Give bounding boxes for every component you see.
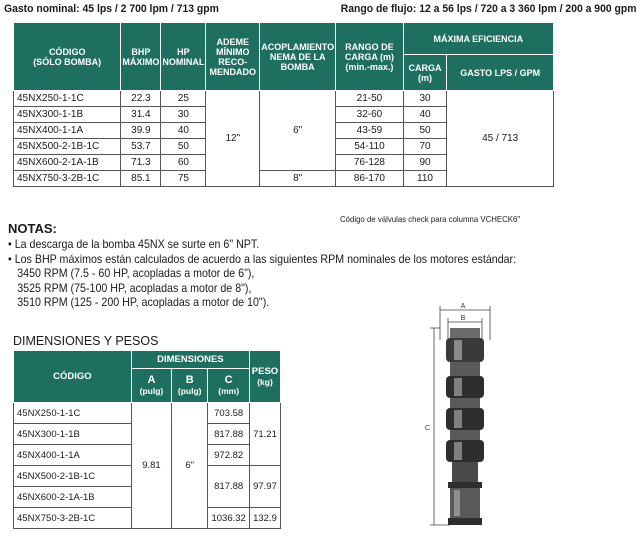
peso-2: 97.97 — [249, 466, 280, 508]
dim-a-value: 9.81 — [131, 403, 171, 529]
acoplamiento-8: 8" — [260, 171, 336, 187]
header-bhp: BHP MÁXIMO — [121, 23, 161, 91]
table-row: 45NX600-2-1A-1B 71.3 60 76-128 90 — [14, 155, 554, 171]
dimensions-table — [13, 350, 281, 529]
table-row: 45NX750-3-2B-1C 85.1 75 8" 86-170 110 — [14, 171, 554, 187]
flow-range: Rango de flujo: 12 a 56 lps / 720 a 3 360 lpm / 200 a 900 gpm — [340, 3, 637, 15]
pump-diagram — [410, 300, 510, 530]
header-rango: RANGO DE CARGA (m) (min.-max.) — [336, 23, 404, 91]
table-row: 45NX500-2-1B-1C 817.88 97.97 — [14, 466, 281, 487]
table-row: 45NX250-1-1C 22.3 25 12" 6" 21-50 30 45 / 713 — [14, 91, 554, 107]
pump-body — [446, 328, 484, 525]
peso-1: 71.21 — [249, 403, 280, 466]
dim-header-c: C (mm) — [208, 369, 250, 403]
header-line — [4, 3, 637, 17]
header-codigo: CÓDIGO (SÓLO BOMBA) — [14, 23, 121, 91]
performance-table — [13, 22, 554, 187]
check-valve-footnote: Código de válvulas check para columna VCHECK6" — [340, 214, 521, 224]
dim-header-a: A (pulg) — [131, 369, 171, 403]
header-gasto: GASTO LPS / GPM — [447, 55, 554, 91]
note-bhp: • Los BHP máximos están calculados de acuerdo a las siguientes RPM nominales de los motores estándar: — [8, 252, 517, 266]
label-c: C — [425, 425, 431, 432]
header-hp: HP NOMINAL — [161, 23, 206, 91]
dim-header-dimensiones: DIMENSIONES — [131, 351, 249, 369]
acoplamiento-6: 6" — [260, 91, 336, 171]
table-row: 45NX300-1-1B 31.4 30 32-60 40 — [14, 107, 554, 123]
note-rpm-3: 3510 RPM (125 - 200 HP, acopladas a motor de 10"). — [17, 296, 270, 309]
dimensions-title: DIMENSIONES Y PESOS — [13, 334, 159, 348]
table-row: 45NX750-3-2B-1C 1036.32 132.9 — [14, 508, 281, 529]
ademe-value: 12" — [206, 91, 260, 187]
gasto-value: 45 / 713 — [447, 91, 554, 187]
dim-b-value: 6" — [172, 403, 208, 529]
table-row: 45NX500-2-1B-1C 53.7 50 54-110 70 — [14, 139, 554, 155]
table-row: 45NX400-1-1A 39.9 40 43-59 50 — [14, 123, 554, 139]
note-discharge: • La descarga de la bomba 45NX se surte en 6" NPT. — [8, 238, 260, 251]
table-row: 45NX400-1-1A 972.82 — [14, 445, 281, 466]
notes-title: NOTAS: — [8, 221, 57, 236]
nominal-flow: Gasto nominal: 45 lps / 2 700 lpm / 713 gpm — [4, 3, 219, 15]
label-b: B — [460, 315, 466, 322]
table-row: 45NX600-2-1A-1B — [14, 487, 281, 508]
note-rpm-2: 3525 RPM (75-100 HP, acopladas a motor de 8"), — [17, 281, 252, 295]
header-ademe: ADEME MÍNIMO RECO- MENDADO — [206, 23, 260, 91]
header-maxima-eficiencia: MÁXIMA EFICIENCIA — [403, 23, 553, 55]
note-rpm-1: 3450 RPM (7.5 - 60 HP, acopladas a motor de 6"), — [17, 267, 255, 280]
dim-header-codigo: CÓDIGO — [14, 351, 132, 403]
table-row: 45NX250-1-1C 9.81 6" 703.58 71.21 — [14, 403, 281, 424]
header-acoplamiento: ACOPLAMIENTO NEMA DE LA BOMBA — [260, 23, 336, 91]
dim-header-b: B (pulg) — [172, 369, 208, 403]
label-a: A — [460, 303, 466, 310]
table-row: 45NX300-1-1B 817.88 — [14, 424, 281, 445]
dim-header-peso: PESO (kg) — [249, 351, 280, 403]
header-carga: CARGA (m) — [403, 55, 447, 91]
peso-3: 132.9 — [249, 508, 280, 529]
